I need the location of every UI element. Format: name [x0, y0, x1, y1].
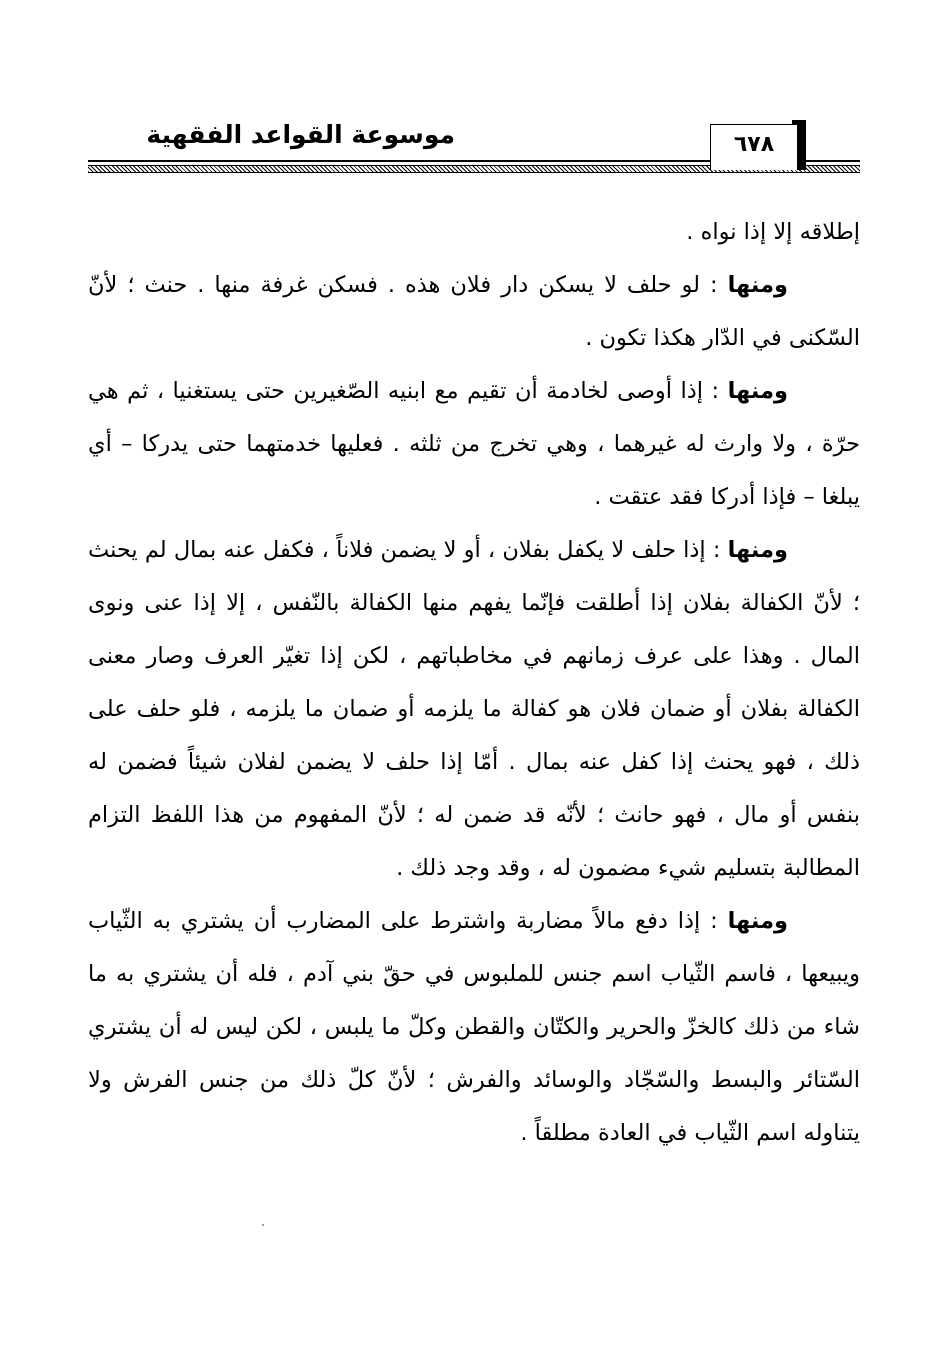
- running-header: [88, 120, 860, 178]
- paragraph-text: : إذا أوصى لخادمة أن تقيم مع ابنيه الصّغيرين حتى يستغنيا ، ثم هي حرّة ، ولا وارث له غيرهما ، وهي تخرج من ثلثه . فعليها خدمتهما حتى يدركا – أي يبلغا – فإذا أدركا فقد عتقت .: [88, 378, 860, 510]
- scan-speck: [262, 1224, 264, 1226]
- page-number: ٦٧٨: [710, 124, 798, 170]
- paragraph-keyword: ومنها: [727, 378, 788, 404]
- paragraph-text: إطلاقه إلا إذا نواه .: [686, 219, 860, 245]
- paragraph-2: [88, 259, 860, 365]
- page-body: [88, 206, 860, 1160]
- paragraph-5: [88, 895, 860, 1160]
- paragraph-keyword: ومنها: [727, 908, 788, 934]
- paragraph-text: : لو حلف لا يسكن دار فلان هذه . فسكن غرفة منها . حنث ؛ لأنّ السّكنى في الدّار هكذا تكون .: [88, 272, 860, 351]
- paragraph-1: [88, 206, 860, 259]
- paragraph-3: [88, 365, 860, 524]
- paragraph-4: [88, 524, 860, 895]
- paragraph-keyword: ومنها: [727, 537, 788, 563]
- book-title: موسوعة القواعد الفقهية: [146, 120, 455, 149]
- paragraph-text: : إذا حلف لا يكفل بفلان ، أو لا يضمن فلاناً ، فكفل عنه بمال لم يحنث ؛ لأنّ الكفالة بفلان إذا أطلقت فإنّما يفهم منها الكفالة بالنّفس ، إلا إذا عنى ونوى المال . وهذا على عرف زمانهم في مخاطباتهم ، لكن إذا تغيّر العرف وصار معنى الكفالة بفلان أو ضمان فلان هو كفالة ما يلزمه أو ضمان ما يلزمه ، فلو حلف على ذلك ، فهو يحنث إذا كفل عنه بمال . أمّا إذا حلف لا يضمن لفلان شيئاً فضمن له بنفس أو مال ، فهو حانث ؛ لأنّه قد ضمن له ؛ لأنّ المفهوم من هذا اللفظ التزام المطالبة بتسليم شيء مضمون له ، وقد وجد ذلك .: [88, 537, 860, 881]
- paragraph-text: : إذا دفع مالاً مضاربة واشترط على المضارب أن يشتري به الثّياب ويبيعها ، فاسم الثّياب اسم جنس للملبوس في حقّ بني آدم ، فله أن يشتري به ما شاء من ذلك كالخزّ والحرير والكتّان والقطن وكلّ ما يلبس ، لكن ليس له أن يشتري السّتائر والبسط والسّجّاد والوسائد والفرش ؛ لأنّ كلّ ذلك من جنس الفرش ولا يتناوله اسم الثّياب في العادة مطلقاً .: [88, 908, 860, 1146]
- paragraph-keyword: ومنها: [727, 272, 788, 298]
